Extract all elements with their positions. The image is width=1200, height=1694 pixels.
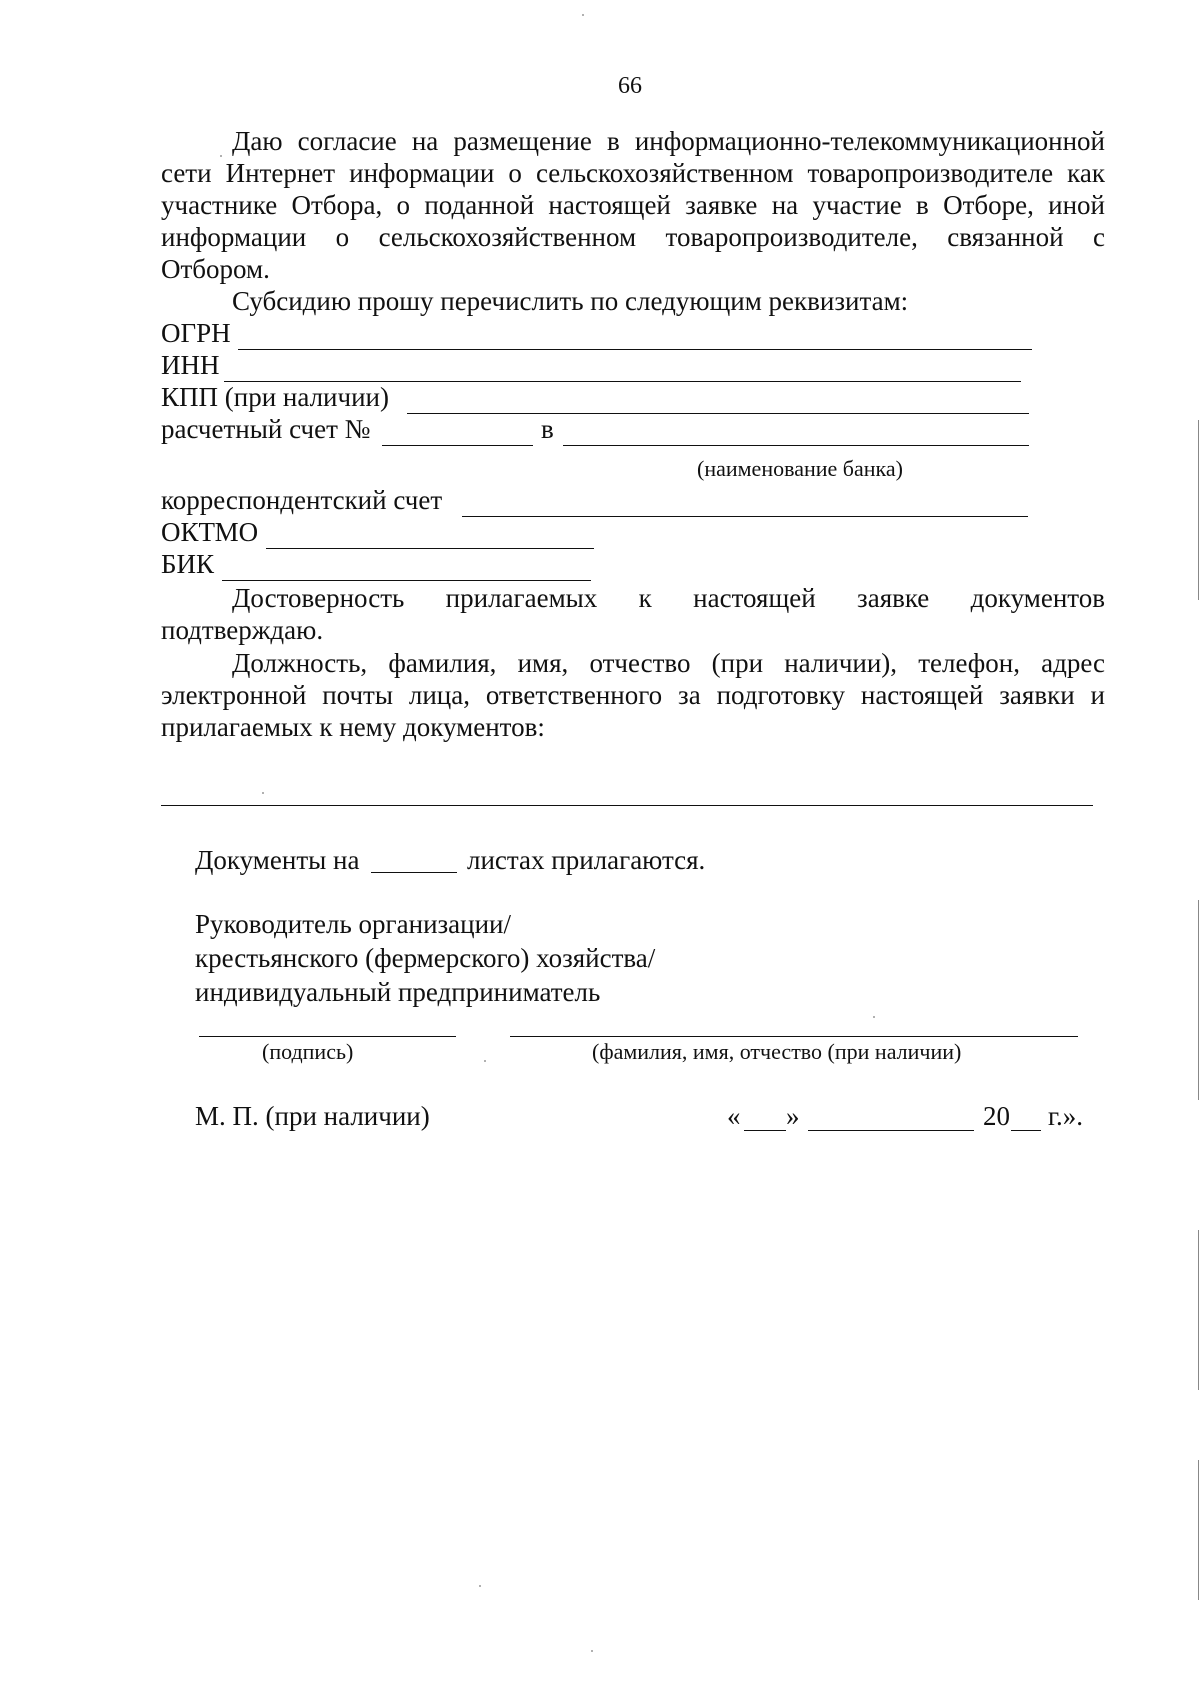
scan-edge-mark (1198, 1460, 1199, 1600)
kpp-field[interactable] (407, 413, 1029, 414)
documents-prefix: Документы на (195, 845, 360, 875)
head-line-3: индивидуальный предприниматель (195, 977, 601, 1007)
scan-speck (262, 792, 264, 794)
scan-speck (873, 1016, 875, 1018)
scan-edge-mark (1198, 1230, 1199, 1390)
date-year-field[interactable] (1011, 1130, 1041, 1131)
oktmo-label: ОКТМО (161, 517, 259, 547)
inn-label: ИНН (161, 350, 220, 380)
consent-line-3: участнике Отбора, о поданной настоящей заявке на участие в Отборе, иной (161, 190, 1105, 220)
signature-caption: (подпись) (262, 1039, 354, 1064)
subsidy-intro: Субсидию прошу перечислить по следующим реквизитам: (232, 286, 909, 316)
reliability-line-1: Достоверность прилагаемых к настоящей заявке документов (232, 583, 1105, 613)
date-year-prefix: 20 (983, 1101, 1010, 1131)
head-line-1: Руководитель организации/ (195, 909, 512, 939)
head-line-2: крестьянского (фермерского) хозяйства/ (195, 943, 656, 973)
corr-account-label: корреспондентский счет (161, 485, 443, 515)
bik-field[interactable] (222, 580, 591, 581)
page-number: 66 (618, 73, 642, 99)
consent-line-1: Даю согласие на размещение в информационно-телекоммуникационной (232, 126, 1105, 156)
date-year-suffix: г.». (1048, 1101, 1084, 1131)
responsible-line-2: электронной почты лица, ответственного за подготовку настоящей заявки и (161, 680, 1105, 710)
responsible-line-3: прилагаемых к нему документов: (161, 712, 545, 742)
bank-name-field[interactable] (563, 445, 1029, 446)
stamp-label: М. П. (при наличии) (195, 1101, 430, 1131)
oktmo-field[interactable] (266, 548, 594, 549)
full-name-field[interactable] (510, 1036, 1078, 1037)
date-close-quote: » (786, 1101, 800, 1131)
scan-speck (220, 155, 222, 157)
scan-speck (484, 1060, 486, 1062)
signature-field[interactable] (199, 1036, 456, 1037)
consent-line-5: Отбором. (161, 254, 270, 284)
scan-speck (591, 1650, 593, 1652)
account-in-label: в (541, 414, 554, 444)
corr-account-field[interactable] (462, 516, 1028, 517)
scan-speck (582, 14, 584, 16)
ogrn-field[interactable] (238, 349, 1032, 350)
scan-edge-mark (1198, 420, 1199, 600)
responsible-person-field[interactable] (161, 805, 1093, 806)
bank-name-caption: (наименование банка) (697, 456, 903, 481)
documents-suffix: листах прилагаются. (467, 845, 706, 875)
consent-line-4: информации о сельскохозяйственном товаропроизводителе, связанной с (161, 222, 1105, 252)
consent-line-2: сети Интернет информации о сельскохозяйственном товаропроизводителе как (161, 158, 1105, 188)
kpp-label: КПП (при наличии) (161, 382, 389, 412)
ogrn-label: ОГРН (161, 318, 231, 348)
scan-speck (479, 1585, 481, 1587)
date-open-quote: « (727, 1101, 741, 1131)
scan-edge-mark (1198, 900, 1199, 1100)
documents-count-field[interactable] (371, 872, 457, 873)
responsible-line-1: Должность, фамилия, имя, отчество (при наличии), телефон, адрес (232, 648, 1105, 678)
account-label: расчетный счет № (161, 414, 371, 444)
date-month-field[interactable] (808, 1130, 974, 1131)
reliability-line-2: подтверждаю. (161, 615, 324, 645)
full-name-caption: (фамилия, имя, отчество (при наличии) (592, 1039, 962, 1064)
bik-label: БИК (161, 549, 215, 579)
date-day-field[interactable] (744, 1130, 786, 1131)
account-number-field[interactable] (382, 445, 533, 446)
